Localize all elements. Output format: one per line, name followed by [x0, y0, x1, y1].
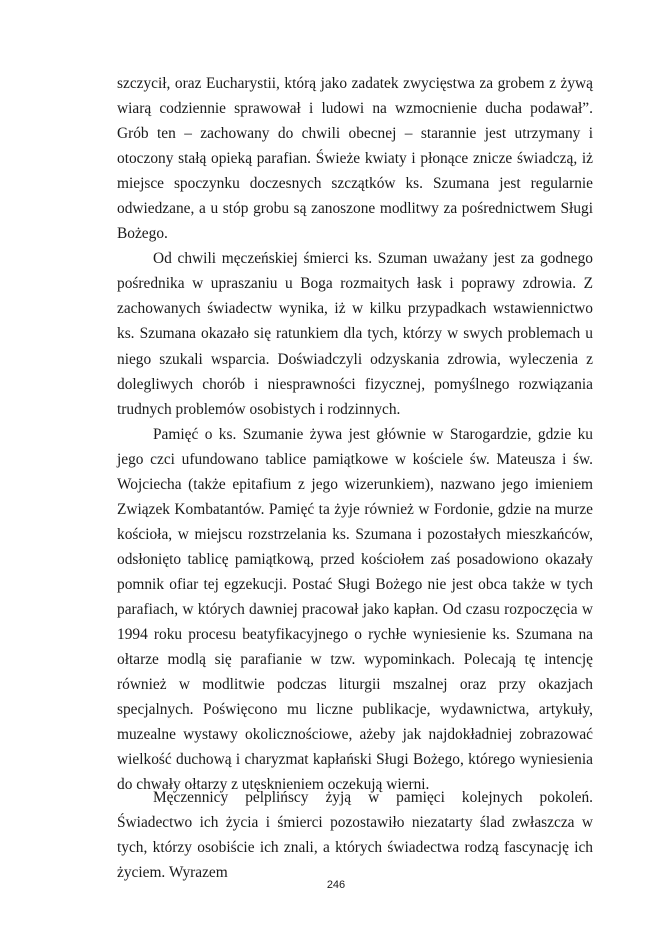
paragraph: Męczennicy pelplińscy żyją w pamięci kolejnych pokoleń. Świadectwo ich życia i śmierci pozostawiło niezatarty ślad zwłaszcza w tych, którzy osobiście ich znali, a których świadectwa rodzą fascynację ich życiem. Wyrazem	[117, 789, 593, 882]
paragraph: Od chwili męczeńskiej śmierci ks. Szuman uważany jest za godnego pośrednika w upraszaniu u Boga rozmaitych łask i poprawy zdrowia. Z zachowanych świadectw wynika, iż w kilku przypadkach wstawiennictwo ks. Szumana okazało się ratunkiem dla tych, którzy w swych problemach u niego szukali wsparcia. Doświadczyli odzyskania zdrowia, wyleczenia z dolegliwych chorób i niesprawności fizycznej, pomyślnego rozwiązania trudnych problemów osobistych i rodzinnych.	[117, 250, 593, 418]
page-number: 246	[326, 879, 346, 891]
paragraph: Pamięć o ks. Szumanie żywa jest głównie w Starogardzie, gdzie ku jego czci ufundowano tablice pamiątkowe w kościele św. Mateusza i św. Wojciecha (także epitafium z jego wizerunkiem), nazwano jego imieniem Związek Kombatantów. Pamięć ta żyje również w Fordonie, gdzie na murze kościoła, w miejscu rozstrzelania ks. Szumana i pozostałych mieszkańców, odsłonięto tablicę pamiątkową, przed kościołem zaś posadowiono okazały pomnik ofiar tej egzekucji. Postać Sługi Bożego nie jest obca także w tych parafiach, w których dawniej pracował jako kapłan. Od czasu rozpoczęcia w 1994 roku procesu beatyfikacyjnego o rychłe wyniesienie ks. Szumana na ołtarze modlą się parafianie w tzw. wypominkach. Polecają tę intencję również w modlitwie podczas liturgii mszalnej oraz przy okazjach specjalnych. Poświęcono mu liczne publikacje, wydawnictwa, artykuły, muzealne wystawy okolicznościowe, ażeby jak najdokładniej zobrazować wielkość duchową i charyzmat kapłański Sługi Bożego, którego wyniesienia do chwały ołtarzy z utęsknieniem oczekują wierni.	[117, 425, 593, 794]
paragraph: szczycił, oraz Eucharystii, którą jako zadatek zwycięstwa za grobem z żywą wiarą codziennie sprawował i ludowi na wzmocnienie ducha podawał”. Grób ten – zachowany do chwili obecnej – starannie jest utrzymany i otoczony stałą opieką parafian. Świeże kwiaty i płonące znicze świadczą, iż miejsce spoczynku doczesnych szczątków ks. Szumana jest regularnie odwiedzane, a u stóp grobu są zanoszone modlitwy za pośrednictwem Sługi Bożego.	[117, 75, 593, 243]
body-text-section	[117, 785, 593, 885]
body-text-section	[117, 71, 593, 797]
